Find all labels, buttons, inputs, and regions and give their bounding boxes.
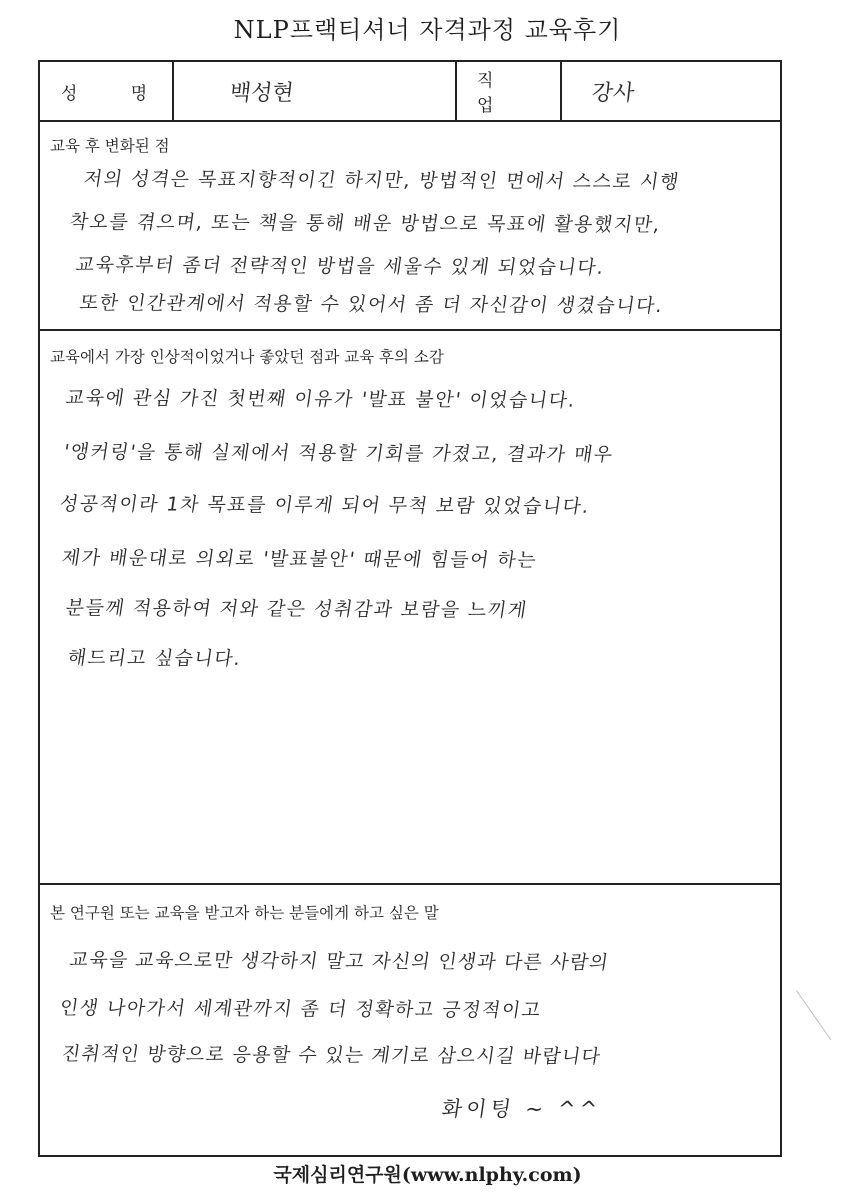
handwritten-line: 착오를 겪으며, 또는 책을 통해 배운 방법으로 목표에 활용했지만,: [68, 211, 663, 237]
handwritten-line: 저의 성격은 목표지향적이긴 하지만, 방법적인 면에서 스스로 시행: [82, 168, 682, 194]
handwritten-line: 성공적이라 1차 목표를 이루게 되어 무척 보람 있었습니다.: [58, 493, 592, 518]
handwritten-line: 인생 나아가서 세계관까지 좀 더 정확하고 긍정적이고: [58, 997, 544, 1022]
handwritten-line: 제가 배운대로 의외로 '발표불안' 때문에 힘들어 하는: [60, 547, 539, 572]
section-impressions: [40, 331, 780, 885]
footer-source: 국제심리연구원(www.nlphy.com): [273, 1164, 582, 1186]
signoff-text: 화이팅 ~ ^^: [440, 1097, 603, 1121]
header-divider: [172, 62, 174, 120]
header-row: [40, 62, 780, 122]
handwritten-line: 교육에 관심 가진 첫번째 이유가 '발표 불안' 이었습니다.: [64, 387, 578, 412]
section-heading: 본 연구원 또는 교육을 받고자 하는 분들에게 하고 싶은 말: [50, 904, 439, 922]
section-message: [40, 885, 780, 1157]
name-label: 성 명: [60, 83, 172, 104]
name-value: 백성현: [228, 80, 295, 106]
handwritten-line: 또한 인간관계에서 적용할 수 있어서 좀 더 자신감이 생겼습니다.: [78, 292, 666, 318]
handwritten-line: 분들께 적용하여 저와 같은 성취감과 보람을 느끼게: [64, 597, 530, 622]
handwritten-line: 교육후부터 좀더 전략적인 방법을 세울수 있게 되었습니다.: [74, 254, 607, 279]
review-form: [38, 60, 782, 1157]
handwritten-line: 교육을 교육으로만 생각하지 말고 자신의 인생과 다른 사람의: [68, 949, 611, 974]
section-changes: [40, 120, 780, 331]
section-heading: 교육에서 가장 인상적이었거나 좋았던 점과 교육 후의 소감: [50, 348, 444, 366]
job-value: 강사: [590, 80, 636, 106]
section-heading: 교육 후 변화된 점: [50, 137, 170, 155]
handwritten-line: 해드리고 싶습니다.: [66, 647, 244, 670]
document-title: NLP프랙티셔너 자격과정 교육후기: [233, 16, 622, 44]
scan-artifact: [796, 970, 855, 1040]
header-divider: [560, 62, 562, 120]
handwritten-line: 진취적인 방향으로 응용할 수 있는 계기로 삼으시길 바랍니다: [60, 1043, 603, 1068]
job-label: 직 업: [477, 71, 518, 116]
handwritten-line: '앵커링'을 통해 실제에서 적용할 기회를 가졌고, 결과가 매우: [62, 441, 616, 466]
